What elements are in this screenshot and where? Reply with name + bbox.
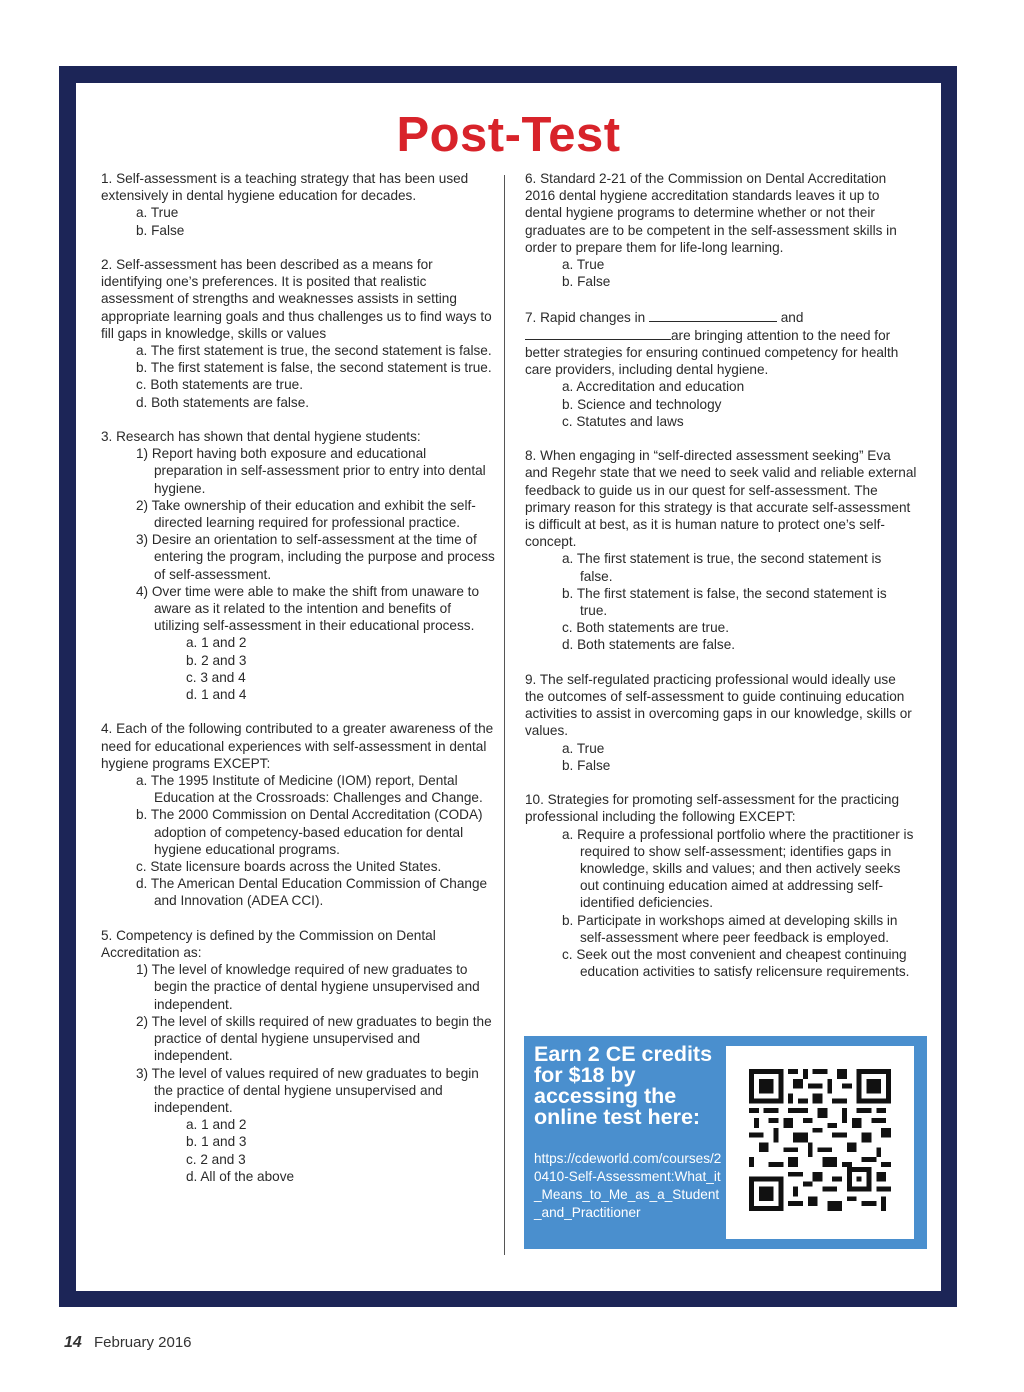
page-number: 14 <box>64 1334 82 1351</box>
answer-option: b. 1 and 3 <box>186 1134 247 1150</box>
ce-test-link[interactable]: https://cdeworld.com/courses/20410-Self-Assessment:What_it_Means_to_Me_as_a_Student_and_Practitioner <box>534 1151 722 1220</box>
answer-option: b. False <box>562 274 611 290</box>
question-text: 9. The self-regulated practicing professional would ideally use the outcomes of self-assessment to guide continuing education activities to assist in overcoming gaps in our knowledge, skills or values. <box>525 671 912 739</box>
question-text: 5. Competency is defined by the Commission on Dental Accreditation as: <box>101 927 436 961</box>
issue-date: February 2016 <box>93 1334 192 1351</box>
question-6 <box>525 170 917 290</box>
answer-option: a. True <box>136 205 179 221</box>
answer-option: a. The first statement is true, the second statement is false. <box>562 551 882 584</box>
content-panel <box>76 83 941 1291</box>
page-title: Post-Test <box>396 108 621 162</box>
right-column <box>525 170 917 998</box>
question-text: 2. Self-assessment has been described as a means for identifying one’s preferences. It is posited that realistic assessment of strengths and weaknesses assists in setting appropriate learning goals and thus challenges us to find ways to fill gaps in knowledge, skills or values <box>101 257 492 341</box>
answer-option: b. The 2000 Commission on Dental Accreditation (CODA) adoption of competency-based education for dental hygiene educational programs. <box>136 807 483 857</box>
question-text-and: and <box>780 309 804 325</box>
page-footer <box>64 1334 192 1352</box>
answer-option: b. The first statement is false, the second statement is true. <box>136 360 492 376</box>
question-4 <box>101 720 497 909</box>
answer-option: d. All of the above <box>186 1168 295 1184</box>
answer-option: c. Seek out the most convenient and cheapest continuing education activities to satisfy relicensure requirements. <box>562 947 910 980</box>
answer-option: d. Both statements are false. <box>136 394 310 410</box>
answer-option: d. The American Dental Education Commission of Change and Innovation (ADEA CCI). <box>136 876 488 909</box>
question-8 <box>525 447 917 653</box>
question-7 <box>525 308 917 430</box>
ce-heading: Earn 2 CE credits for $18 by accessing the online test here: <box>534 1042 713 1129</box>
question-10 <box>525 791 917 980</box>
numbered-statement: 1) Report having both exposure and educational preparation in self-assessment prior to entry into dental hygiene. <box>136 446 486 496</box>
question-3 <box>101 428 497 703</box>
question-5 <box>101 927 497 1185</box>
qr-code-icon[interactable] <box>749 1069 891 1211</box>
answer-option: a. 1 and 2 <box>186 635 247 651</box>
answer-option: d. Both statements are false. <box>562 637 736 653</box>
answer-option: b. Science and technology <box>562 396 722 412</box>
answer-option: a. 1 and 2 <box>186 1117 247 1133</box>
answer-option: a. True <box>562 257 605 273</box>
qr-code-panel[interactable] <box>726 1046 914 1239</box>
numbered-statement: 1) The level of knowledge required of new graduates to begin the practice of dental hygiene unsupervised and independent. <box>136 962 480 1012</box>
question-text <box>525 308 917 379</box>
numbered-statement: 3) Desire an orientation to self-assessment at the time of entering the program, including the purpose and process of self-assessment. <box>136 532 495 582</box>
numbered-statement: 3) The level of values required of new graduates to begin the practice of dental hygiene unsupervised and independent. <box>136 1065 479 1115</box>
question-text: 6. Standard 2-21 of the Commission on Dental Accreditation 2016 dental hygiene accreditation standards leaves it up to dental hygiene programs to determine whether or not their graduates are to be competent in the self-assessment skills in order to prepare them for life-long learning. <box>525 171 897 255</box>
question-text: 1. Self-assessment is a teaching strategy that has been used extensively in dental hygiene education for decades. <box>101 171 469 204</box>
answer-option: c. 3 and 4 <box>186 669 246 685</box>
answer-option: b. 2 and 3 <box>186 652 247 668</box>
page-frame <box>59 66 957 1307</box>
answer-option: b. False <box>136 222 185 238</box>
left-column <box>101 170 497 1202</box>
answer-option: c. Both statements are true. <box>136 377 303 393</box>
fill-blank-2 <box>525 326 671 340</box>
question-text: 10. Strategies for promoting self-assessment for the practicing professional including the following EXCEPT: <box>525 792 900 825</box>
question-1 <box>101 170 497 239</box>
numbered-statement: 4) Over time were able to make the shift from unaware to aware as it related to the intention and benefits of utilizing self-assessment in their educational process. <box>136 583 480 634</box>
answer-option: c. Statutes and laws <box>562 413 684 429</box>
question-9 <box>525 671 917 774</box>
answer-option: c. 2 and 3 <box>186 1151 246 1167</box>
answer-option: c. Both statements are true. <box>562 620 729 636</box>
answer-option: a. The first statement is true, the second statement is false. <box>136 343 492 359</box>
question-text: 8. When engaging in “self-directed assessment seeking” Eva and Regehr state that we need to seek valid and reliable external feedback to guide us in our quest for self-assessment. The primary reason for this strategy is that accurate self-assessment is difficult at best, as it is human nature to protect one’s self-concept. <box>525 448 917 550</box>
question-text: 4. Each of the following contributed to a greater awareness of the need for educational experiences with self-assessment in dental hygiene programs EXCEPT: <box>101 721 494 771</box>
answer-option: b. The first statement is false, the second statement is true. <box>562 585 887 619</box>
question-text: 3. Research has shown that dental hygiene students: <box>101 429 421 445</box>
numbered-statement: 2) Take ownership of their education and exhibit the self-directed learning required for professional practice. <box>136 497 476 531</box>
answer-option: c. State licensure boards across the United States. <box>136 859 442 875</box>
question-text-start: 7. Rapid changes in <box>525 309 646 325</box>
numbered-statement: 2) The level of skills required of new graduates to begin the practice of dental hygiene unsupervised and independent. <box>136 1013 492 1064</box>
question-2 <box>101 256 497 411</box>
answer-option: b. Participate in workshops aimed at developing skills in self-assessment where peer feedback is employed. <box>562 912 898 945</box>
answer-option: b. False <box>562 757 611 773</box>
question-text-end: are bringing attention to the need for better strategies for ensuring continued competency for health care providers, including dental hygiene. <box>525 327 899 378</box>
fill-blank-1 <box>649 308 777 322</box>
ce-credit-box <box>524 1036 927 1249</box>
answer-option: d. 1 and 4 <box>186 687 247 703</box>
answer-option: a. True <box>562 740 605 756</box>
answer-option: a. The 1995 Institute of Medicine (IOM) report, Dental Education at the Crossroads: Challenges and Change. <box>136 773 483 806</box>
answer-option: a. Require a professional portfolio where the practitioner is required to show self-assessment; identifies gaps in knowledge, skills and values; and then actively seeks out continuing education aimed at addressing self-identified deficiencies. <box>562 826 914 911</box>
answer-option: a. Accreditation and education <box>562 379 745 395</box>
column-divider <box>504 175 505 1255</box>
